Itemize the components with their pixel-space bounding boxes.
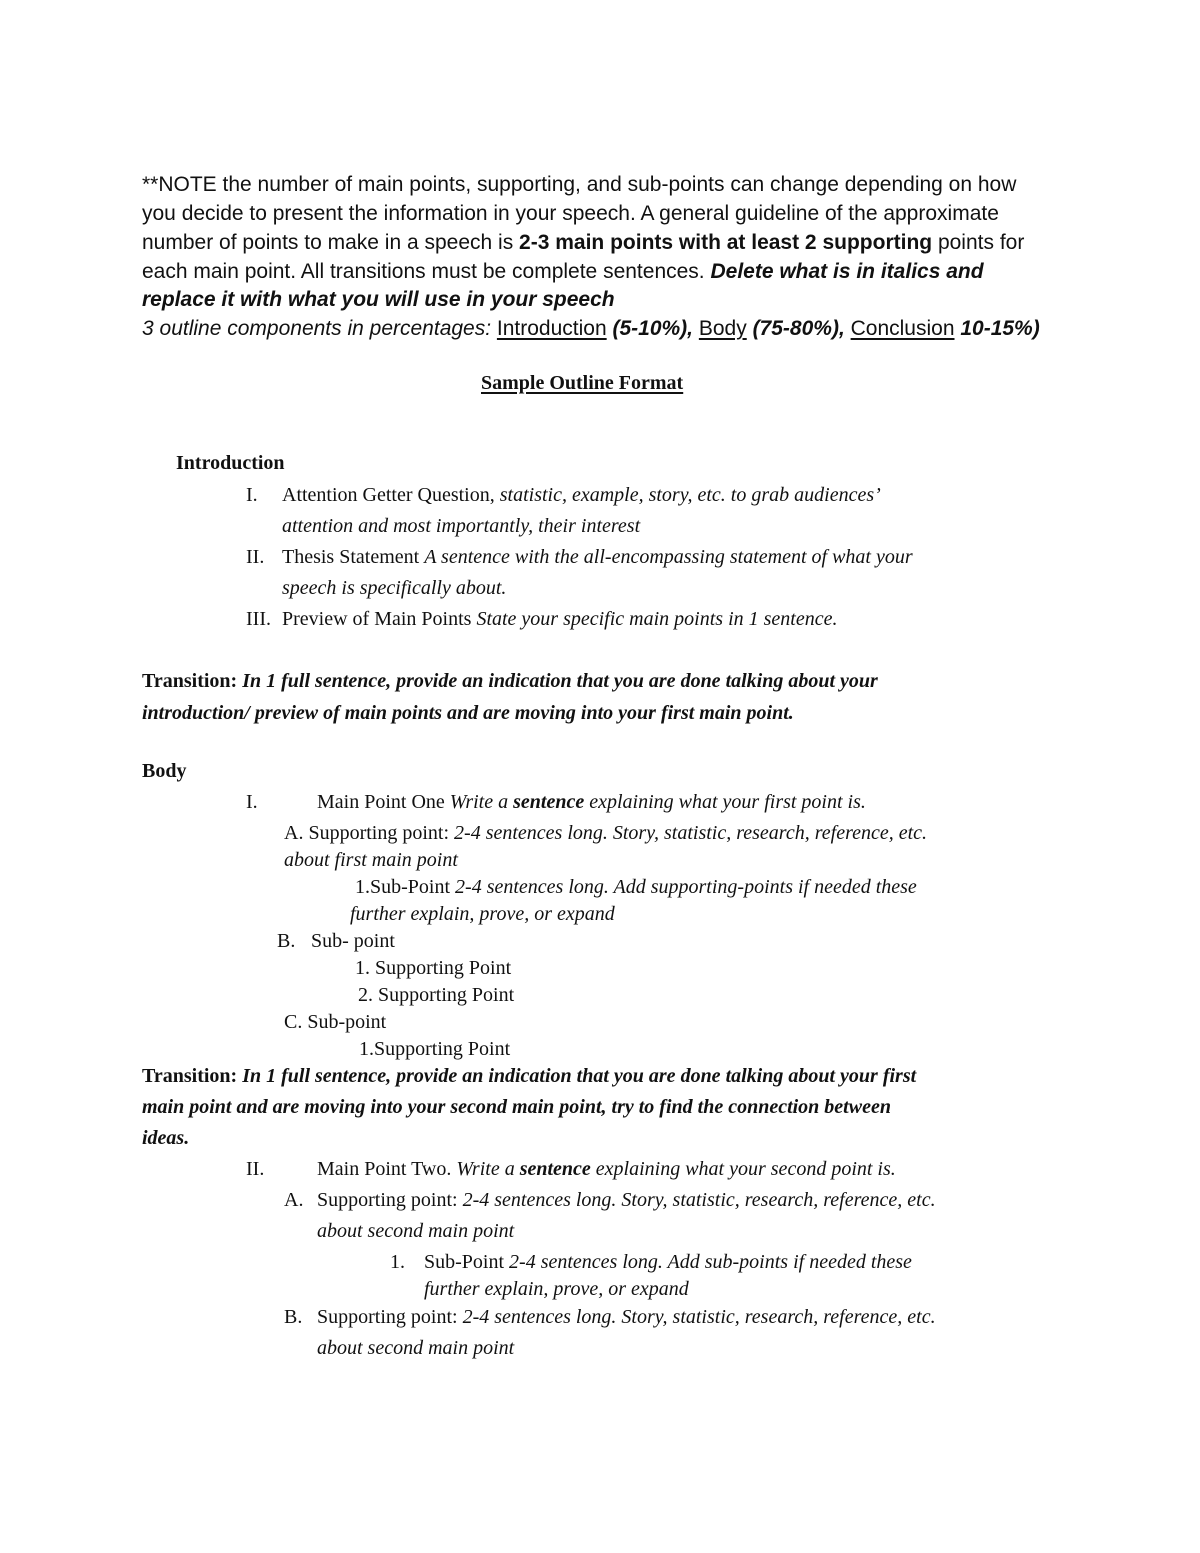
p2-support-b: Supporting point: 2-4 sentences long. Story, statistic, research, reference, etc. (317, 1306, 936, 1328)
p1-b-item-2: 2. Supporting Point (358, 984, 515, 1006)
p1-support-b-num: B. (277, 930, 296, 952)
note-line-1: **NOTE the number of main points, supporting, and sub-points can change depending on how (142, 173, 1017, 196)
intro-label: Introduction (496, 317, 607, 340)
intro-item-1: Attention Getter Question, statistic, example, story, etc. to grab audiences’ (282, 484, 881, 506)
transition-2-cont-2: ideas. (142, 1127, 190, 1149)
p2-support-b-num: B. (284, 1306, 303, 1328)
introduction-heading: Introduction (176, 452, 285, 474)
main-point-1-num: I. (246, 791, 258, 813)
p1-support-a-cont: about first main point (284, 849, 458, 871)
intro-item-2-cont: speech is specifically about. (282, 577, 507, 599)
note-line-5: replace it with what you will use in your speech (142, 288, 615, 311)
p2-subpoint-1-cont: further explain, prove, or expand (424, 1278, 689, 1300)
p2-support-a-num: A. (284, 1189, 304, 1211)
conclusion-label: Conclusion (850, 317, 955, 340)
page-title: Sample Outline Format (481, 372, 684, 394)
p1-subpoint-1: 1.Sub-Point 2-4 sentences long. Add supporting-points if needed these (355, 876, 917, 898)
p1-b-item-1: 1. Supporting Point (355, 957, 512, 979)
note-line-2: you decide to present the information in your speech. A general guideline of the approximate (142, 202, 999, 225)
p1-support-a: A. Supporting point: 2-4 sentences long. Story, statistic, research, reference, etc. (284, 822, 928, 844)
note-line-3: number of points to make in a speech is 2-3 main points with at least 2 supporting points for (142, 231, 1025, 254)
main-point-1: Main Point One Write a sentence explaining what your first point is. (317, 791, 866, 813)
intro-item-1-num: I. (246, 484, 258, 506)
components-line: 3 outline components in percentages: Introduction (5-10%), Body (75-80%), Conclusion 10-15%) (142, 317, 1040, 340)
transition-2: Transition: In 1 full sentence, provide an indication that you are done talking about your first (142, 1065, 917, 1087)
p1-subpoint-1-cont: further explain, prove, or expand (350, 903, 615, 925)
p2-support-b-cont: about second main point (317, 1337, 515, 1359)
main-point-2: Main Point Two. Write a sentence explaining what your second point is. (317, 1158, 896, 1180)
body-heading: Body (142, 760, 187, 782)
intro-item-3-num: III. (246, 608, 271, 630)
transition-1-cont: introduction/ preview of main points and are moving into your first main point. (142, 702, 794, 724)
p1-support-b: Sub- point (311, 930, 395, 952)
body-label: Body (698, 317, 747, 340)
p1-c-item-1: 1.Supporting Point (359, 1038, 511, 1060)
p1-support-c: C. Sub-point (284, 1011, 387, 1033)
intro-item-2: Thesis Statement A sentence with the all-encompassing statement of what your (282, 546, 913, 568)
note-line-4: each main point. All transitions must be complete sentences. Delete what is in italics and (142, 260, 984, 283)
p2-subpoint-1: Sub-Point 2-4 sentences long. Add sub-points if needed these (424, 1251, 912, 1273)
p2-support-a: Supporting point: 2-4 sentences long. Story, statistic, research, reference, etc. (317, 1189, 936, 1211)
main-point-2-num: II. (246, 1158, 265, 1180)
transition-2-cont: main point and are moving into your second main point, try to find the connection between (142, 1096, 891, 1118)
intro-item-2-num: II. (246, 546, 265, 568)
p2-subpoint-1-num: 1. (390, 1251, 405, 1273)
transition-1: Transition: In 1 full sentence, provide an indication that you are done talking about your (142, 670, 878, 692)
p2-support-a-cont: about second main point (317, 1220, 515, 1242)
intro-item-3: Preview of Main Points State your specific main points in 1 sentence. (282, 608, 838, 630)
intro-item-1-cont: attention and most importantly, their interest (282, 515, 641, 537)
